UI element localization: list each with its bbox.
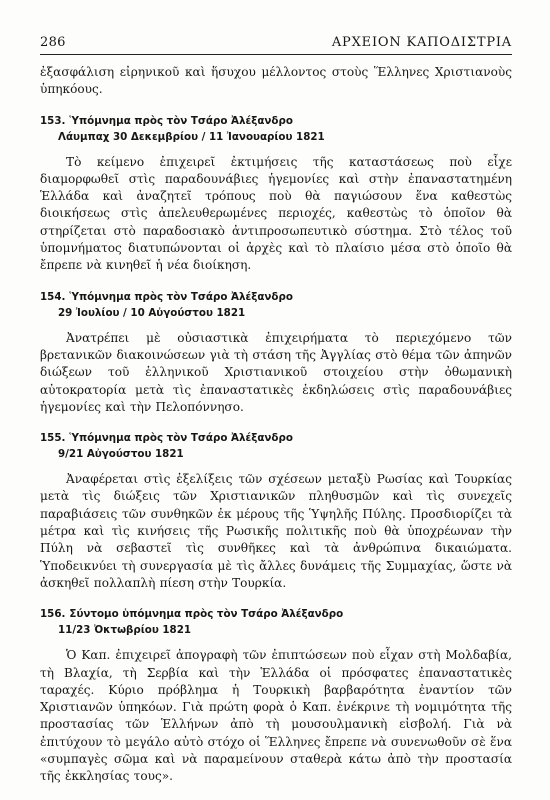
page-header <box>40 30 512 55</box>
entry-summary: Ἀνατρέπει μὲ οὐσιαστικὰ ἐπιχειρήματα τὸ περιεχόμενο τῶν βρετανικῶν διακοινώσεων γιὰ τὴ στάση τῆς Ἀγγλίας στὸ θέμα τῶν ἀπηνῶν διώξεων τοῦ ἑλληνικοῦ Χριστιανικοῦ στοιχείου στὴν ὀθωμανικὴ αὐτοκρατορία μετὰ τὶς ἐπαναστατικὲς ἐκδηλώσεις στὶς παραδουνάβιες ἡγεμονίες καὶ τὴν Πελοπόννησο. <box>40 330 512 414</box>
entry-title: Ὑπόμνημα πρὸς τὸν Τσάρο Ἀλέξανδρο <box>69 290 293 303</box>
entry-heading <box>40 113 512 145</box>
entry-number: 155. <box>40 432 66 445</box>
entry-153 <box>40 113 512 275</box>
entry-number: 154. <box>40 290 66 303</box>
entry-155 <box>40 430 512 592</box>
entry-title: Ὑπόμνημα πρὸς τὸν Τσάρο Ἀλέξανδρο <box>69 114 293 127</box>
entry-summary: Ἀναφέρεται στὶς ἐξελίξεις τῶν σχέσεων μεταξὺ Ρωσίας καὶ Τουρκίας μετὰ τὶς διώξεις τῶν Χριστιανικῶν πληθυσμῶν καὶ τὶς συνεχεῖς παραβιάσεις τῶν συνθηκῶν ἐκ μέρους τῆς Ὑψηλῆς Πύλης. Προσδιορίζει τὰ μέτρα καὶ τὶς κινήσεις τῆς Ρωσικῆς πολιτικῆς ποὺ θὰ ὑποχρέωναν τὴν Πύλη νὰ σεβαστεῖ τὶς συνθῆκες καὶ τὰ ἀνθρώπινα δικαιώματα. Ὑποδεικνύει τὴ συνεργασία μὲ τὶς ἄλλες δυνάμεις τῆς Συμμαχίας, ὥστε νὰ ἀσκηθεῖ πολλαπλὴ πίεση στὴν Τουρκία. <box>40 472 512 590</box>
intro-paragraph: ἐξασφάλιση εἰρηνικοῦ καὶ ἥσυχου μέλλοντος στοὺς Ἕλληνες Χριστιανοὺς ὑπηκόους. <box>40 65 512 97</box>
entry-heading <box>40 606 512 638</box>
entry-number: 156. <box>40 608 66 621</box>
entry-summary: Ὁ Καπ. ἐπιχειρεῖ ἀπογραφὴ τῶν ἐπιπτώσεων ποὺ εἶχαν στὴ Μολδαβία, τὴ Βλαχία, τὴ Σερβία καὶ τὴν Ἑλλάδα οἱ πρόσφατες ἐπαναστατικὲς ταραχές. Κύριο πρόβλημα ἡ Τουρκικὴ βαρβαρότητα ἐναντίον τῶν Χριστιανῶν ὑπηκόων. Γιὰ πρώτη φορὰ ὁ Καπ. ἐνέκρινε τὴ νομιμότητα τῆς προστασίας τῶν Ἑλλήνων ἀπὸ τὴ μουσουλμανικὴ εἰσβολή. Γιὰ νὰ ἐπιτύχουν τὸ μεγάλο αὐτὸ στόχο οἱ Ἕλληνες ἔπρεπε νὰ συνενωθοῦν σὲ ἕνα «συμπαγὲς σῶμα καὶ νὰ παραμείνουν σταθερὰ κάτω ἀπὸ τὴν προστασία τῆς ἐκκλησίας τους». <box>40 648 512 784</box>
entry-title: Ὑπόμνημα πρὸς τὸν Τσάρο Ἀλέξανδρο <box>69 432 293 445</box>
entry-date: Λάυμπαχ 30 Δεκεμβρίου / 11 Ἰανουαρίου 1821 <box>58 130 325 143</box>
entry-heading <box>40 289 512 321</box>
entry-date: 9/21 Αὐγούστου 1821 <box>58 448 184 461</box>
entry-156 <box>40 606 512 785</box>
entry-154 <box>40 289 512 416</box>
entry-number: 153. <box>40 114 66 127</box>
entry-date: 29 Ἰουλίου / 10 Αὐγούστου 1821 <box>58 306 246 319</box>
entry-summary: Τὸ κείμενο ἐπιχειρεῖ ἐκτιμήσεις τῆς καταστάσεως ποὺ εἶχε διαμορφωθεῖ στὶς παραδουνάβιες ἡγεμονίες καὶ στὴν ἐπαναστατημένη Ἑλλάδα καὶ ἀναζητεῖ τρόπους ποὺ θὰ παγιώσουν ἕνα καθεστὼς διοικήσεως στὶς ἀπελευθερωμένες περιοχές, καθεστὼς τὸ ὁποῖον θὰ στηρίζεται στὸ παραδοσιακὸ ἀντιπροσωπευτικὸ σύστημα. Στὸ τέλος τοῦ ὑπομνήματος διατυπώνονται οἱ ἀρχὲς καὶ τὸ πλαίσιο μέσα στὸ ὁποῖο θὰ ἔπρεπε νὰ κινηθεῖ ἡ νέα διοίκηση. <box>40 154 512 273</box>
entry-title: Σύντομο ὑπόμνημα πρὸς τὸν Τσάρο Ἀλέξανδρο <box>69 608 344 621</box>
entry-heading <box>40 430 512 462</box>
running-title: ΑΡΧΕΙΟΝ ΚΑΠΟΔΙΣΤΡΙΑ <box>331 35 512 50</box>
page-number: 286 <box>40 35 66 50</box>
entry-date: 11/23 Ὀκτωβρίου 1821 <box>58 624 192 637</box>
page-body <box>40 64 512 786</box>
